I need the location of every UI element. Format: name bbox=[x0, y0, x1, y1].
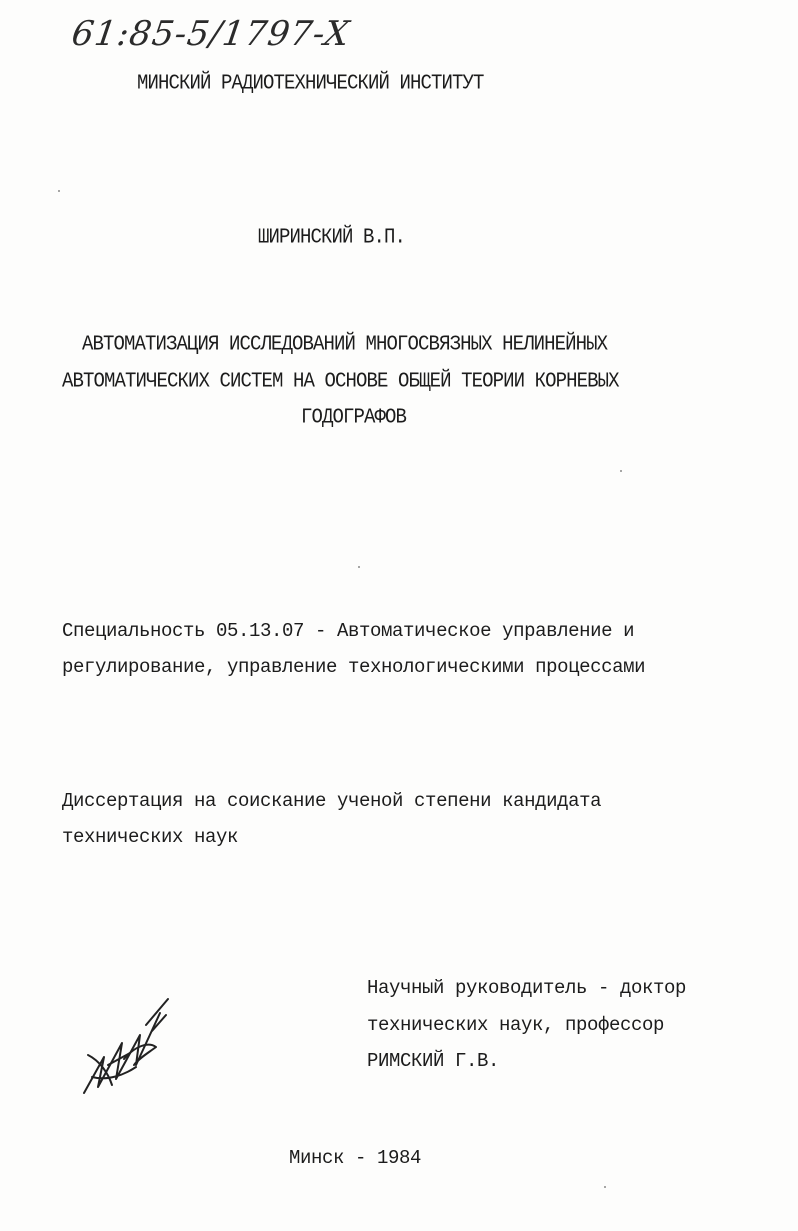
signature-icon bbox=[78, 995, 174, 1099]
scan-speck bbox=[358, 566, 360, 568]
title-line-1: АВТОМАТИЗАЦИЯ ИССЛЕДОВАНИЙ МНОГОСВЯЗНЫХ НЕЛИНЕЙНЫХ bbox=[82, 331, 608, 357]
scan-speck bbox=[604, 1186, 606, 1188]
archive-code-handwritten: 61:85-5/1797-X bbox=[69, 14, 353, 54]
scan-speck bbox=[620, 470, 622, 472]
title-line-2: АВТОМАТИЧЕСКИХ СИСТЕМ НА ОСНОВЕ ОБЩЕЙ ТЕОРИИ КОРНЕВЫХ bbox=[62, 368, 619, 394]
dissertation-line-2: технических наук bbox=[62, 826, 239, 848]
supervisor-line-2: технических наук, профессор bbox=[367, 1014, 665, 1036]
institute-name: МИНСКИЙ РАДИОТЕХНИЧЕСКИЙ ИНСТИТУТ bbox=[137, 70, 484, 96]
supervisor-line-1: Научный руководитель - доктор bbox=[367, 977, 687, 999]
specialty-line-1: Специальность 05.13.07 - Автоматическое управление и bbox=[62, 620, 635, 642]
specialty-line-2: регулирование, управление технологическими процессами bbox=[62, 656, 646, 678]
place-year: Минск - 1984 bbox=[289, 1147, 422, 1169]
scan-speck bbox=[58, 190, 60, 192]
dissertation-line-1: Диссертация на соискание ученой степени кандидата bbox=[62, 790, 602, 812]
author-name: ШИРИНСКИЙ В.П. bbox=[258, 224, 406, 250]
title-line-3: ГОДОГРАФОВ bbox=[301, 404, 407, 430]
supervisor-line-3: РИМСКИЙ Г.В. bbox=[367, 1050, 500, 1072]
